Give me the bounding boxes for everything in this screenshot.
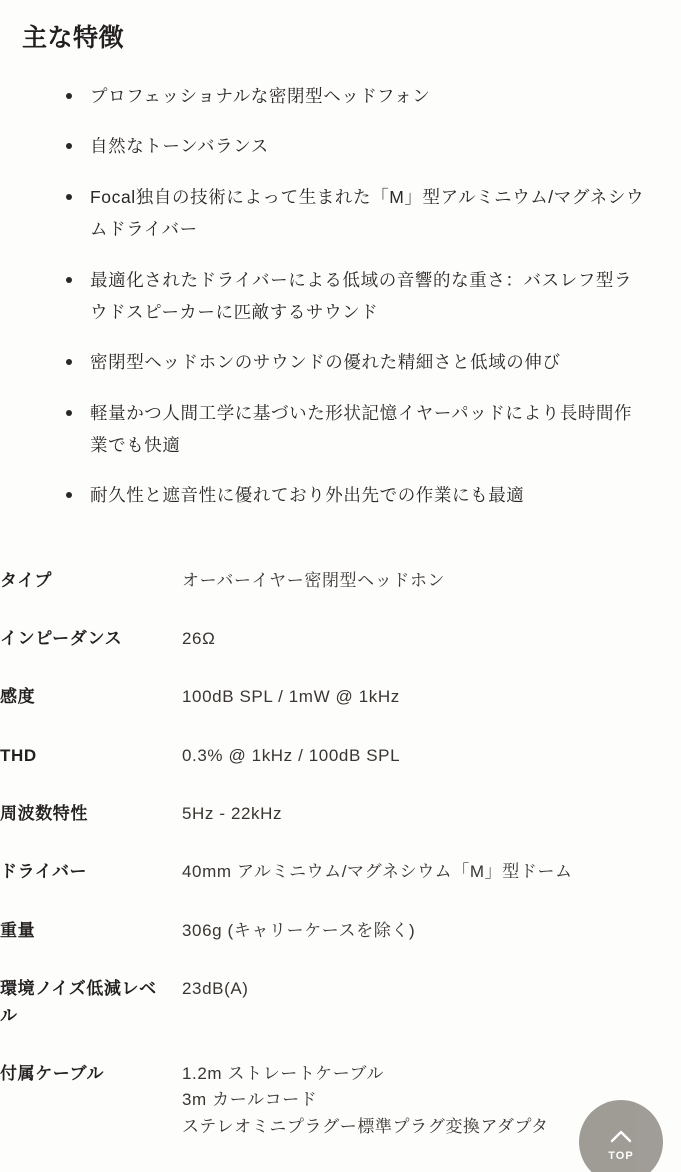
list-item: 軽量かつ人間工学に基づいた形状記憶イヤーパッドにより長時間作業でも快適 <box>66 397 647 462</box>
table-row <box>0 684 681 742</box>
spec-value-line: 1.2m ストレートケーブル <box>182 1063 385 1083</box>
page-title: 主な特徴 <box>22 24 125 52</box>
list-item: プロフェッショナルな密閉型ヘッドフォン <box>66 80 647 112</box>
spec-label: 感度 <box>0 687 36 707</box>
spec-value-line: 26Ω <box>182 629 216 649</box>
spec-value <box>182 976 681 1061</box>
table-row <box>0 626 681 684</box>
spec-label: 周波数特性 <box>0 804 88 824</box>
spec-value <box>182 568 681 626</box>
spec-value-line: 100dB SPL / 1mW @ 1kHz <box>182 687 400 707</box>
spec-value-line: 0.3% @ 1kHz / 100dB SPL <box>182 745 401 765</box>
spec-value <box>182 626 681 684</box>
feature-list <box>0 80 681 512</box>
spec-value <box>182 859 681 917</box>
list-item: 自然なトーンバランス <box>66 130 647 162</box>
table-row <box>0 976 681 1061</box>
spec-value-line: オーバーイヤー密閉型ヘッドホン <box>182 570 446 590</box>
spec-label: インピーダンス <box>0 629 123 649</box>
table-row <box>0 568 681 626</box>
list-item: 密閉型ヘッドホンのサウンドの優れた精細さと低域の伸び <box>66 346 647 378</box>
spec-label: 環境ノイズ低減レベル <box>0 979 157 1025</box>
spec-label: ドライバー <box>0 862 88 882</box>
spec-value <box>182 801 681 859</box>
list-item: 耐久性と遮音性に優れており外出先での作業にも最適 <box>66 479 647 511</box>
spec-label: THD <box>0 745 37 765</box>
specification-table <box>0 568 681 1172</box>
spec-value-line: ステレオミニプラグー標準プラグ変換アダプタ <box>182 1116 549 1136</box>
spec-value-line: 306g (キャリーケースを除く) <box>182 920 416 940</box>
spec-label: 重量 <box>0 920 36 940</box>
scroll-to-top-label: TOP <box>608 1149 634 1162</box>
list-item: 最適化されたドライバーによる低域の音響的な重さ：バスレフ型ラウドスピーカーに匹敵するサウンド <box>66 264 647 329</box>
table-row <box>0 859 681 917</box>
spec-value <box>182 743 681 801</box>
spec-value-line: 23dB(A) <box>182 979 249 999</box>
spec-value <box>182 918 681 976</box>
table-row <box>0 743 681 801</box>
list-item: Focal独自の技術によって生まれた「M」型アルミニウム/マグネシウムドライバー <box>66 181 647 246</box>
spec-value-line: 5Hz - 22kHz <box>182 804 283 824</box>
table-row <box>0 1061 681 1172</box>
spec-value-line: 3m カールコード <box>182 1090 318 1110</box>
spec-label: タイプ <box>0 570 52 590</box>
spec-label: 付属ケーブル <box>0 1063 105 1083</box>
spec-value <box>182 684 681 742</box>
chevron-up-icon <box>606 1122 636 1152</box>
table-row <box>0 918 681 976</box>
table-row <box>0 801 681 859</box>
spec-value-line: 40mm アルミニウム/マグネシウム「M」型ドーム <box>182 862 573 882</box>
